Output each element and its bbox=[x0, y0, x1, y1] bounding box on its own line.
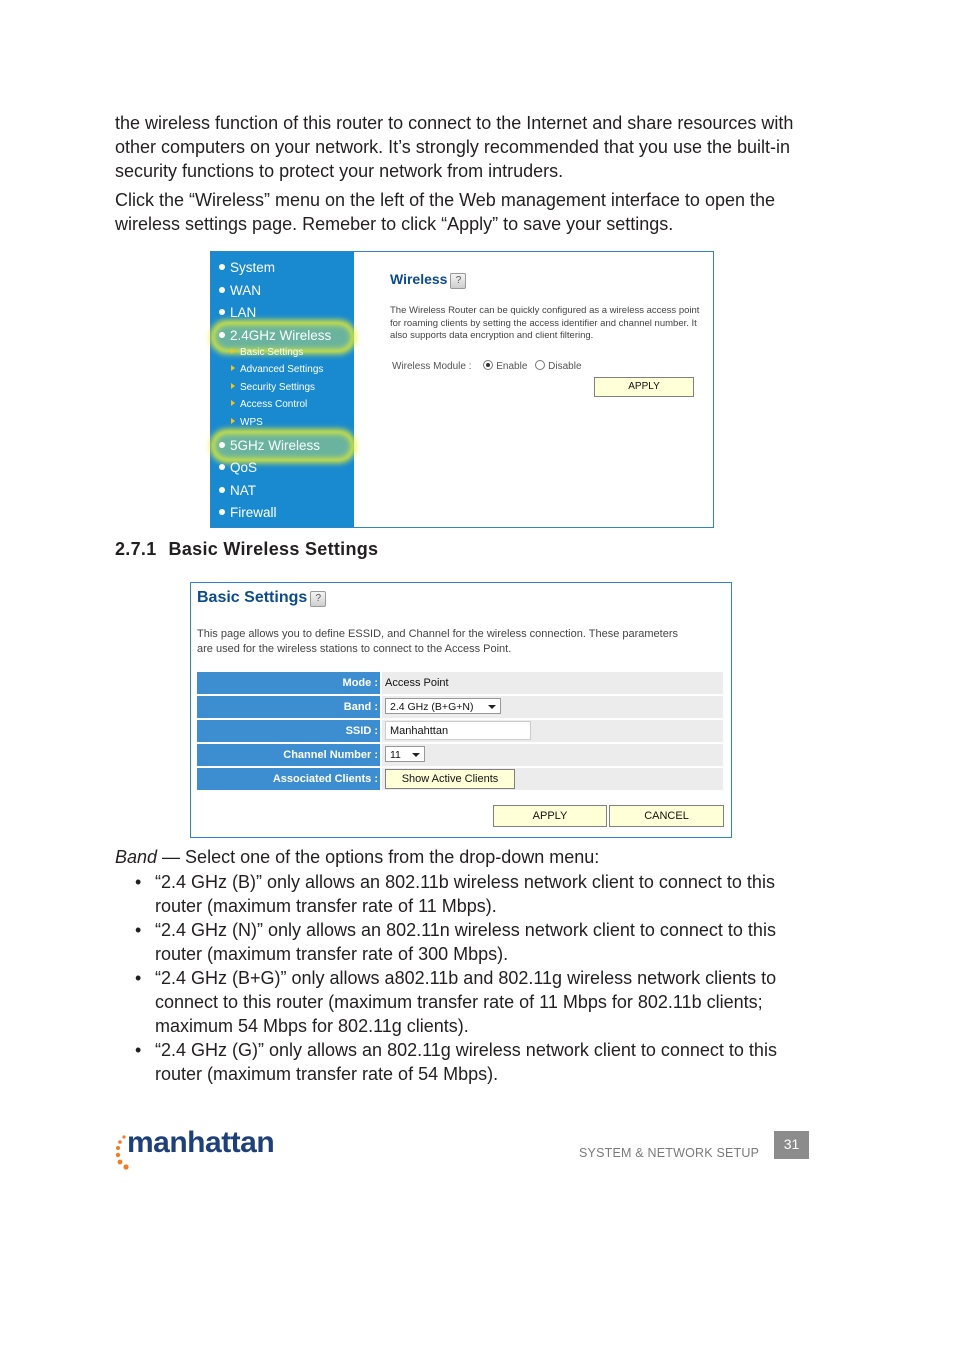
help-icon[interactable]: ? bbox=[310, 591, 326, 607]
basic-settings-title bbox=[197, 589, 326, 607]
channel-select[interactable] bbox=[385, 746, 425, 762]
channel-row bbox=[197, 744, 723, 766]
arrow-right-icon bbox=[231, 348, 235, 354]
band-options-list bbox=[115, 870, 820, 1086]
bullet-icon bbox=[219, 309, 225, 315]
apply-button[interactable]: APPLY bbox=[493, 805, 607, 827]
help-icon[interactable]: ? bbox=[450, 273, 466, 289]
arrow-right-icon bbox=[231, 400, 235, 406]
bullet-icon bbox=[219, 464, 225, 470]
band-value-cell bbox=[382, 696, 723, 718]
list-item bbox=[115, 918, 820, 966]
nav-item-firewall[interactable] bbox=[219, 505, 277, 520]
wireless-panel bbox=[354, 252, 713, 527]
nav-item-lan[interactable] bbox=[219, 305, 256, 320]
band-row bbox=[197, 696, 723, 718]
ssid-value-cell bbox=[382, 720, 723, 742]
band-select[interactable] bbox=[385, 698, 501, 714]
channel-value-cell bbox=[382, 744, 723, 766]
list-item bbox=[115, 966, 820, 1038]
channel-label: Channel Number : bbox=[197, 744, 380, 766]
wireless-title-text: Wireless bbox=[390, 271, 448, 287]
list-item bbox=[115, 870, 820, 918]
wireless-title bbox=[390, 271, 466, 288]
clients-row bbox=[197, 768, 723, 790]
subnav-advanced-settings[interactable] bbox=[231, 364, 323, 375]
bullet-icon bbox=[219, 287, 225, 293]
nav-item-24ghz-wireless[interactable] bbox=[219, 328, 331, 343]
mode-value-cell bbox=[382, 672, 723, 694]
band-term: Band bbox=[115, 847, 158, 867]
disable-label: Disable bbox=[548, 361, 582, 372]
nav-label: System bbox=[230, 260, 276, 275]
band-selected-value: 2.4 GHz (B+G+N) bbox=[390, 701, 474, 713]
nav-label: QoS bbox=[230, 460, 258, 475]
nav-label: LAN bbox=[230, 305, 257, 320]
nav-label: 5GHz Wireless bbox=[230, 438, 321, 453]
band-label: Band : bbox=[197, 696, 380, 718]
arrow-right-icon bbox=[231, 418, 235, 424]
band-intro-text: — Select one of the options from the drop-down menu: bbox=[157, 847, 600, 867]
nav-item-qos[interactable] bbox=[219, 460, 257, 475]
enable-label: Enable bbox=[496, 361, 528, 372]
subnav-basic-settings[interactable] bbox=[231, 347, 303, 358]
nav-item-nat[interactable] bbox=[219, 483, 256, 498]
bullet: • bbox=[135, 920, 142, 940]
module-label: Wireless Module : bbox=[392, 361, 472, 372]
wireless-apply-button[interactable]: APPLY bbox=[594, 377, 694, 397]
section-heading bbox=[115, 539, 378, 560]
mode-row bbox=[197, 672, 723, 694]
arrow-right-icon bbox=[231, 365, 235, 371]
bullet: • bbox=[135, 872, 142, 892]
subnav-label: Advanced Settings bbox=[240, 364, 324, 375]
section-title: Basic Wireless Settings bbox=[168, 539, 379, 559]
nav-label: NAT bbox=[230, 483, 256, 498]
list-item-text: “2.4 GHz (B)” only allows an 802.11b wireless network client to connect to this router (maximum transfer rate of 11 Mbps). bbox=[155, 872, 775, 916]
chevron-down-icon bbox=[412, 753, 420, 757]
nav-label: 2.4GHz Wireless bbox=[230, 328, 332, 343]
subnav-label: WPS bbox=[240, 417, 263, 428]
subnav-wps[interactable] bbox=[231, 417, 263, 428]
ssid-row bbox=[197, 720, 723, 742]
bullet: • bbox=[135, 968, 142, 988]
page-number: 31 bbox=[774, 1131, 809, 1159]
bullet-icon bbox=[219, 487, 225, 493]
bullet-icon bbox=[219, 332, 225, 338]
mode-label: Mode : bbox=[197, 672, 380, 694]
subnav-label: Access Control bbox=[240, 399, 308, 410]
enable-radio[interactable] bbox=[483, 360, 493, 370]
list-item-text: “2.4 GHz (N)” only allows an 802.11n wireless network client to connect to this router (maximum transfer rate of 300 Mbps). bbox=[155, 920, 776, 964]
nav-item-system[interactable] bbox=[219, 260, 275, 275]
clients-value-cell bbox=[382, 768, 723, 790]
cancel-button[interactable]: CANCEL bbox=[609, 805, 724, 827]
subnav-label: Basic Settings bbox=[240, 347, 304, 358]
nav-item-5ghz-wireless[interactable] bbox=[219, 438, 320, 453]
wireless-module-row bbox=[392, 361, 582, 372]
bullet-icon bbox=[219, 442, 225, 448]
list-item bbox=[115, 1038, 820, 1086]
nav-label: WAN bbox=[230, 283, 261, 298]
nav-item-wan[interactable] bbox=[219, 283, 261, 298]
list-item-text: “2.4 GHz (G)” only allows an 802.11g wireless network client to connect to this router (maximum transfer rate of 54 Mbps). bbox=[155, 1040, 777, 1084]
basic-settings-screenshot bbox=[190, 582, 732, 838]
list-item-text: “2.4 GHz (B+G)” only allows a802.11b and 802.11g wireless network clients to connect to this router (maximum transfer rate of 11 Mbps for 802.11b clients; maximum 54 Mbps for 802.11g clients). bbox=[155, 968, 777, 1036]
subnav-label: Security Settings bbox=[240, 382, 316, 393]
router-sidebar bbox=[211, 252, 354, 527]
bullet-icon bbox=[219, 264, 225, 270]
basic-settings-description: This page allows you to define ESSID, and Channel for the wireless connection. These parameters are used for the wireless stations to connect to the Access Point. bbox=[197, 628, 679, 655]
clients-label: Associated Clients : bbox=[197, 768, 380, 790]
subnav-access-control[interactable] bbox=[231, 399, 307, 410]
logo-text: manhattan bbox=[127, 1126, 275, 1159]
basic-settings-title-text: Basic Settings bbox=[197, 589, 308, 606]
wireless-menu-screenshot bbox=[210, 251, 714, 528]
bullet-icon bbox=[219, 509, 225, 515]
channel-selected-value: 11 bbox=[390, 749, 401, 761]
intro-paragraph-1: the wireless function of this router to connect to the Internet and share resources with other computers on your network. It’s strongly recommended that you use the built-in security functions to protect your network from intruders. bbox=[115, 113, 794, 181]
section-number: 2.7.1 bbox=[115, 539, 157, 559]
show-active-clients-button[interactable]: Show Active Clients bbox=[385, 769, 515, 789]
nav-label: Firewall bbox=[230, 505, 277, 520]
chevron-down-icon bbox=[488, 705, 496, 709]
band-intro bbox=[115, 845, 599, 869]
bullet: • bbox=[135, 1040, 142, 1060]
ssid-input[interactable]: Manhahttan bbox=[385, 721, 531, 740]
manhattan-logo bbox=[115, 1126, 275, 1172]
subnav-security-settings[interactable] bbox=[231, 382, 315, 393]
ssid-label: SSID : bbox=[197, 720, 380, 742]
wireless-description: The Wireless Router can be quickly configured as a wireless access point for roaming clients by setting the access identifier and channel number. It also supports data encryption and client filtering. bbox=[390, 305, 700, 341]
arrow-right-icon bbox=[231, 383, 235, 389]
intro-paragraph-2: Click the “Wireless” menu on the left of the Web management interface to open the wireless settings page. Remeber to click “Apply” to save your settings. bbox=[115, 190, 776, 234]
disable-radio[interactable] bbox=[535, 360, 545, 370]
footer-section-label: SYSTEM & NETWORK SETUP bbox=[579, 1146, 760, 1160]
mode-value: Access Point bbox=[385, 677, 449, 689]
